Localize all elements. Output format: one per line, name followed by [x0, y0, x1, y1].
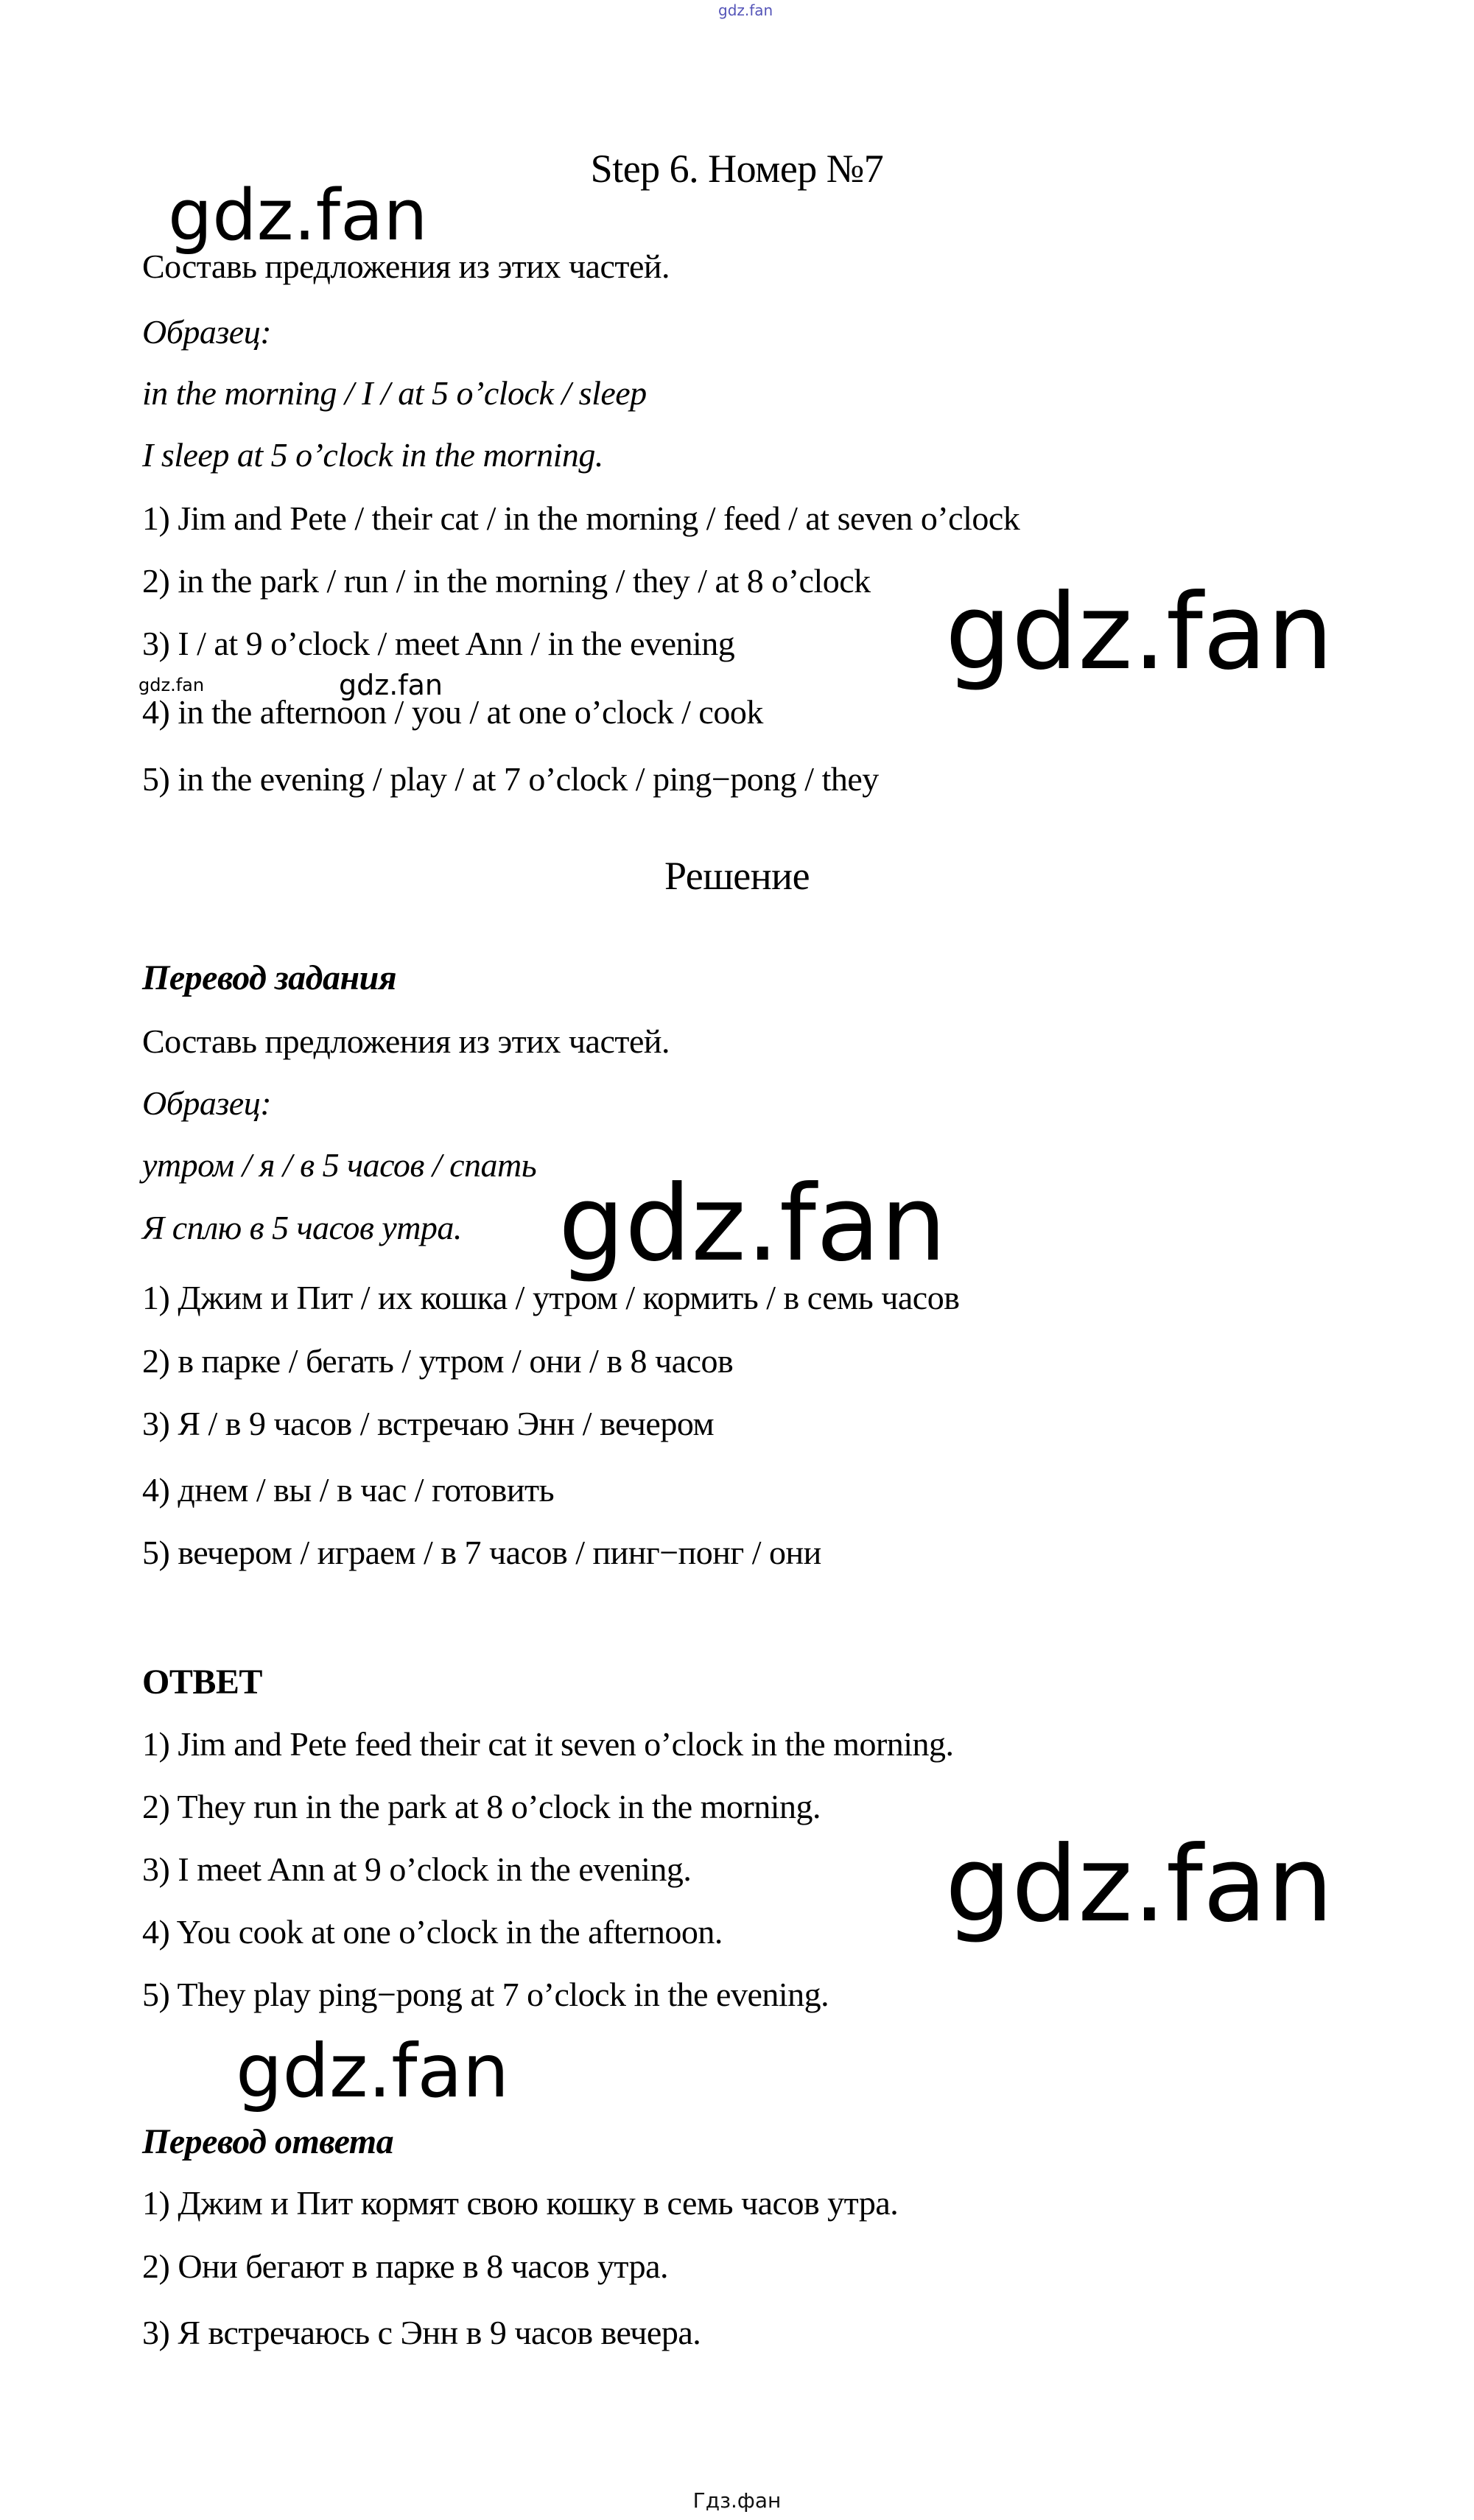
- answer-translation-item-3: 3) Я встречаюсь с Энн в 9 часов вечера.: [142, 2314, 701, 2351]
- footer-site-label: Гдз.фан: [692, 2488, 782, 2513]
- watermark-large-sample: gdz.fan: [558, 1163, 947, 1285]
- answer-translation-item-2: 2) Они бегают в парке в 8 часов утра.: [142, 2247, 668, 2285]
- task-item-1: 1) Jim and Pete / their cat / in the morning / feed / at seven o’clock: [142, 499, 1020, 537]
- watermark-medium: gdz.fan: [339, 669, 443, 701]
- task-intro: Составь предложения из этих частей.: [142, 248, 670, 285]
- solution-item-5: 5) вечером / играем / в 7 часов / пинг−понг / они: [142, 1534, 821, 1571]
- watermark-large-task: gdz.fan: [945, 572, 1333, 693]
- solution-item-2: 2) в парке / бегать / утром / они / в 8 часов: [142, 1342, 734, 1380]
- translation-answer-heading: Перевод ответа: [142, 2122, 394, 2161]
- answer-item-3: 3) I meet Ann at 9 o’clock in the evening.: [142, 1850, 692, 1888]
- translation-task-heading: Перевод задания: [142, 958, 397, 997]
- answer-item-2: 2) They run in the park at 8 o’clock in the morning.: [142, 1788, 821, 1825]
- task-sample-parts: in the morning / I / at 5 o’clock / sleep: [142, 374, 647, 412]
- task-item-3: 3) I / at 9 o’clock / meet Ann / in the evening: [142, 625, 735, 662]
- solution-item-3: 3) Я / в 9 часов / встречаю Энн / вечером: [142, 1405, 715, 1442]
- task-item-4: 4) in the afternoon / you / at one o’clock / cook: [142, 693, 763, 731]
- watermark-top-tiny: gdz.fan: [718, 1, 773, 19]
- answer-heading: ОТВЕТ: [142, 1663, 262, 1702]
- watermark-large-answer: gdz.fan: [945, 1824, 1333, 1945]
- solution-item-4: 4) днем / вы / в час / готовить: [142, 1471, 555, 1509]
- solution-sample-parts: утром / я / в 5 часов / спать: [142, 1146, 537, 1184]
- solution-heading: Решение: [664, 854, 810, 898]
- answer-translation-item-1: 1) Джим и Пит кормят свою кошку в семь часов утра.: [142, 2184, 899, 2222]
- solution-sample-label: Образец:: [142, 1084, 272, 1122]
- watermark-small: gdz.fan: [138, 675, 205, 695]
- task-item-2: 2) in the park / run / in the morning / they / at 8 o’clock: [142, 562, 871, 600]
- answer-item-1: 1) Jim and Pete feed their cat it seven o’clock in the morning.: [142, 1725, 954, 1763]
- watermark-large-top: gdz.fan: [168, 175, 428, 256]
- solution-intro: Составь предложения из этих частей.: [142, 1022, 670, 1060]
- task-item-5: 5) in the evening / play / at 7 o’clock / ping−pong / they: [142, 760, 879, 798]
- solution-sample-sentence: Я сплю в 5 часов утра.: [142, 1209, 462, 1246]
- answer-item-4: 4) You cook at one o’clock in the afternoon.: [142, 1913, 723, 1951]
- answer-item-5: 5) They play ping−pong at 7 o’clock in the evening.: [142, 1976, 829, 2013]
- page-title: Step 6. Номер №7: [590, 147, 884, 191]
- task-sample-label: Образец:: [142, 313, 272, 351]
- solution-item-1: 1) Джим и Пит / их кошка / утром / кормить / в семь часов: [142, 1279, 960, 1316]
- task-sample-sentence: I sleep at 5 o’clock in the morning.: [142, 436, 603, 474]
- watermark-large-bottom: gdz.fan: [236, 2028, 510, 2114]
